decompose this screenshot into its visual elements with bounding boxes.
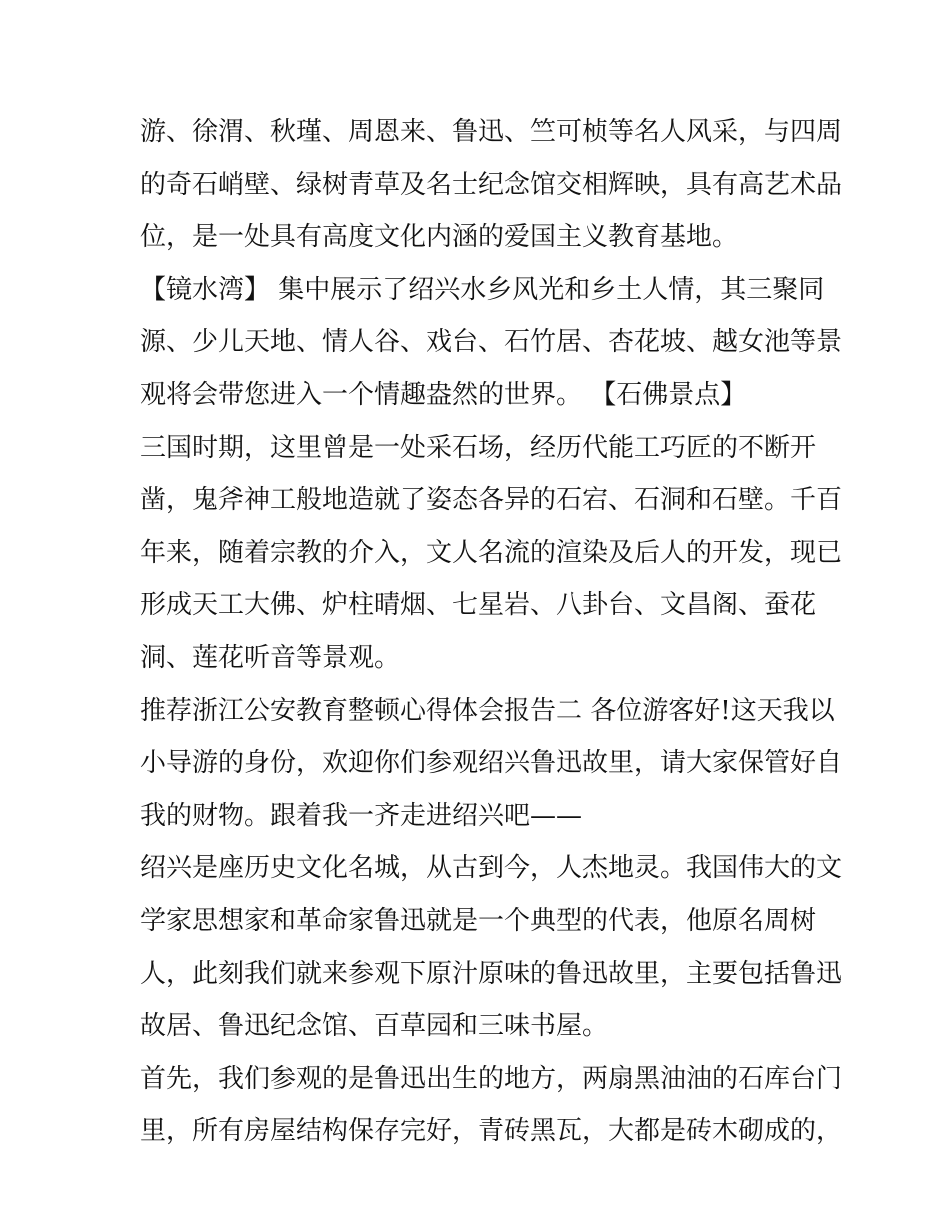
text-line: 小导游的身份，欢迎你们参观绍兴鲁迅故里，请大家保管好自 bbox=[140, 748, 843, 779]
text-line: 年来，随着宗教的介入，文人名流的渲染及后人的开发，现已 bbox=[140, 537, 843, 568]
text-line: 故居、鲁迅纪念馆、百草园和三味书屋。 bbox=[140, 1011, 609, 1042]
text-line: 位，是一处具有高度文化内涵的爱国主义教育基地。 bbox=[140, 222, 739, 253]
text-line: 观将会带您进入一个情趣盎然的世界。 【石佛景点】 bbox=[140, 379, 747, 410]
text-line: 【镜水湾】 集中展示了绍兴水乡风光和乡土人情，其三聚同 bbox=[140, 274, 825, 305]
text-line: 源、少儿天地、情人谷、戏台、石竹居、杏花坡、越女池等景 bbox=[140, 327, 843, 358]
text-line: 绍兴是座历史文化名城，从古到今，人杰地灵。我国伟大的文 bbox=[140, 853, 843, 884]
text-line: 首先，我们参观的是鲁迅出生的地方，两扇黑油油的石库台门 bbox=[140, 1063, 843, 1094]
body-text bbox=[140, 106, 843, 1158]
text-line: 三国时期，这里曾是一处采石场，经历代能工巧匠的不断开 bbox=[140, 432, 817, 463]
text-line: 形成天工大佛、炉柱晴烟、七星岩、八卦台、文昌阁、蚕花 bbox=[140, 590, 817, 621]
text-line: 推荐浙江公安教育整顿心得体会报告二 各位游客好!这天我以 bbox=[140, 695, 835, 726]
text-line: 学家思想家和革命家鲁迅就是一个典型的代表，他原名周树 bbox=[140, 905, 817, 936]
text-line: 洞、莲花听音等景观。 bbox=[140, 642, 401, 673]
text-line: 人，此刻我们就来参观下原汁原味的鲁迅故里，主要包括鲁迅 bbox=[140, 958, 843, 989]
text-line: 凿，鬼斧神工般地造就了姿态各异的石宕、石洞和石壁。千百 bbox=[140, 485, 843, 516]
text-line: 游、徐渭、秋瑾、周恩来、鲁迅、竺可桢等名人风采，与四周 bbox=[140, 117, 843, 147]
text-line: 的奇石峭壁、绿树青草及名士纪念馆交相辉映，具有高艺术品 bbox=[140, 169, 843, 200]
text-line: 我的财物。跟着我一齐走进绍兴吧—— bbox=[140, 800, 583, 831]
text-line: 里，所有房屋结构保存完好，青砖黑瓦，大都是砖木砌成的， bbox=[140, 1116, 843, 1147]
